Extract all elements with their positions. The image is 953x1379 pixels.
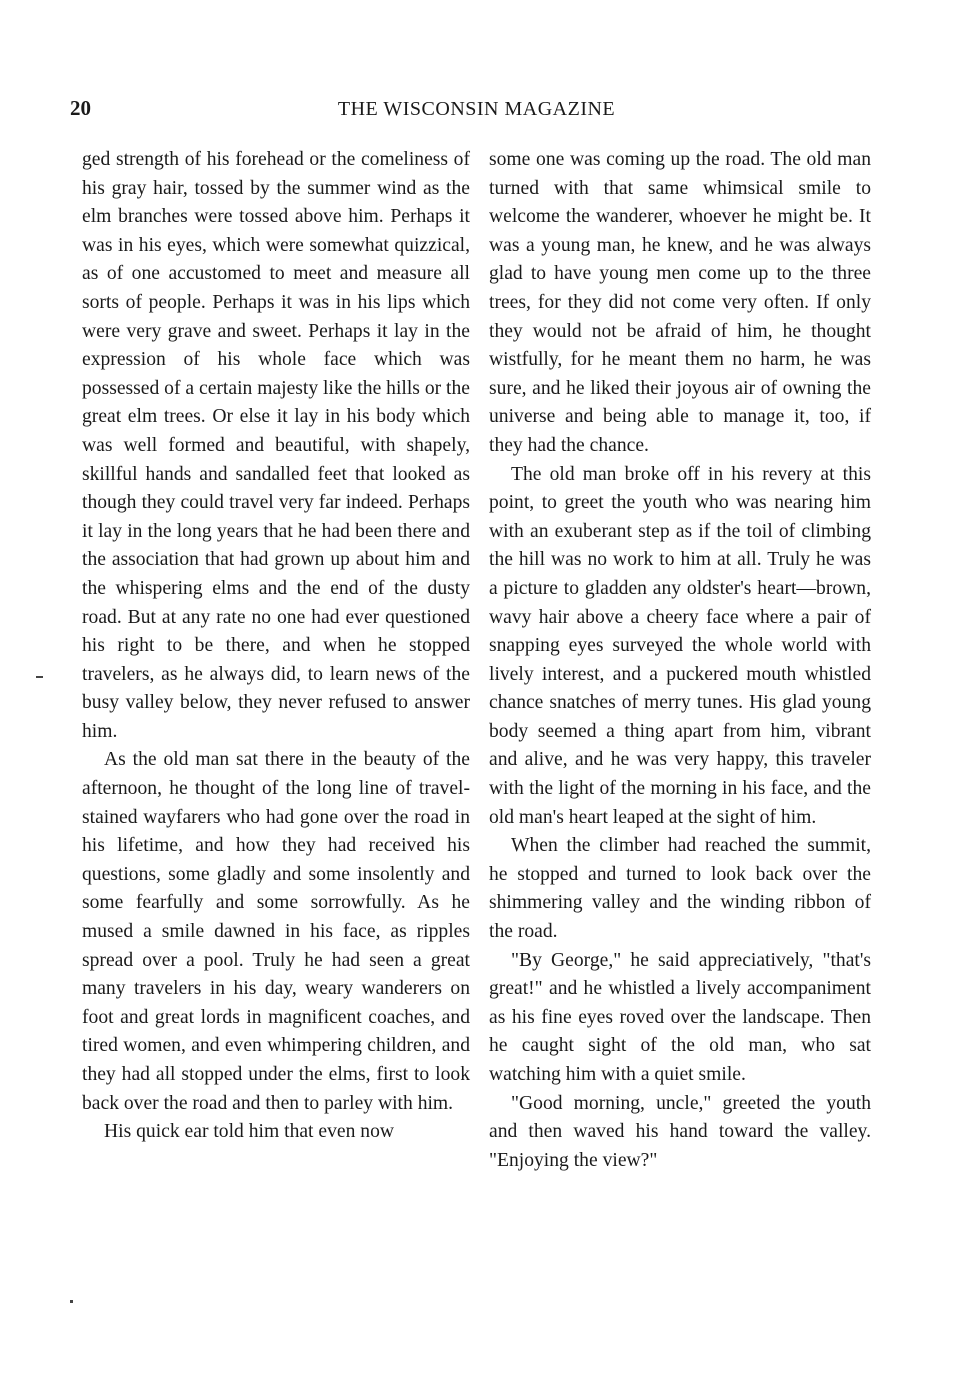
running-head: THE WISCONSIN MAGAZINE (337, 98, 616, 120)
paragraph: As the old man sat there in the beauty of the afternoon, he thought of the long line of travel-stained wayfarers who had gone over the road in his lifetime, and how they had received his questions, some gladly and some insolently and some fearfully and some sorrowfully. As he mused a smile dawned in his face, as ripples spread over a pool. Truly he had seen a great many travelers in his day, weary wanderers on foot and great lords in magnificent coaches, and tired women, and even whimpering children, and they had all stopped under the elms, first to look back over the road and then to parley with him. (82, 749, 470, 1114)
right-column (489, 146, 871, 1175)
paragraph: When the climber had reached the summit, he stopped and turned to look back over the shimmering valley and the winding ribbon of the road. (489, 835, 871, 943)
left-column (82, 146, 470, 1147)
paragraph: ged strength of his forehead or the comeliness of his gray hair, tossed by the summer wind as the elm branches were tossed above him. Perhaps it was in his eyes, which were somewhat quizzical, as of one accustomed to meet and measure all sorts of people. Perhaps it was in his lips which were very grave and sweet. Perhaps it lay in the expression of his whole face which was possessed of a certain majesty like the hills or the great elm trees. Or else it lay in his body which was well formed and beautiful, with shapely, skillful hands and sandalled feet that looked as though they could travel very far indeed. Perhaps it lay in the long years that he had been there and the association that had grown up about him and the whispering elms and the end of the dusty road. But at any rate no one had ever questioned his right to be there, and when he stopped travelers, as he always did, to learn news of the busy valley below, they never refused to answer him. (82, 149, 470, 742)
paragraph: some one was coming up the road. The old man turned with that same whimsical smile to welcome the wanderer, whoever he might be. It was a young man, he knew, and he was always glad to have young men come up to the three trees, for they did not come very often. If only they would not be afraid of him, he thought wistfully, for he meant them no harm, he was sure, and he liked their joyous air of owning the universe and being able to manage it, too, if they had the chance. (489, 149, 871, 456)
paragraph: "Good morning, uncle," greeted the youth and then waved his hand toward the valley. "Enjoying the view?" (489, 1092, 871, 1171)
page-number: 20 (70, 96, 91, 120)
paragraph: His quick ear told him that even now (104, 1121, 395, 1143)
paragraph: "By George," he said appreciatively, "that's great!" and he whistled a lively accompaniment as his fine eyes roved over the landscape. Then he caught sight of the old man, who sat watching him with a quiet smile. (489, 949, 871, 1085)
print-speck (70, 1300, 73, 1303)
print-speck (36, 676, 43, 678)
paragraph: The old man broke off in his revery at this point, to greet the youth who was nearing him with an exuberant step as if the toil of climbing the hill was no work to him at all. Truly he was a picture to gladden any oldster's heart—brown, wavy hair above a cheery face where a pair of snapping eyes surveyed the whole world with lively interest, and a puckered mouth whistled chance snatches of merry tunes. His glad young body seemed a thing apart from him, vibrant and alive, and he was very happy, this traveler with the light of the morning in his face, and the old man's heart leaped at the sight of him. (489, 463, 871, 828)
